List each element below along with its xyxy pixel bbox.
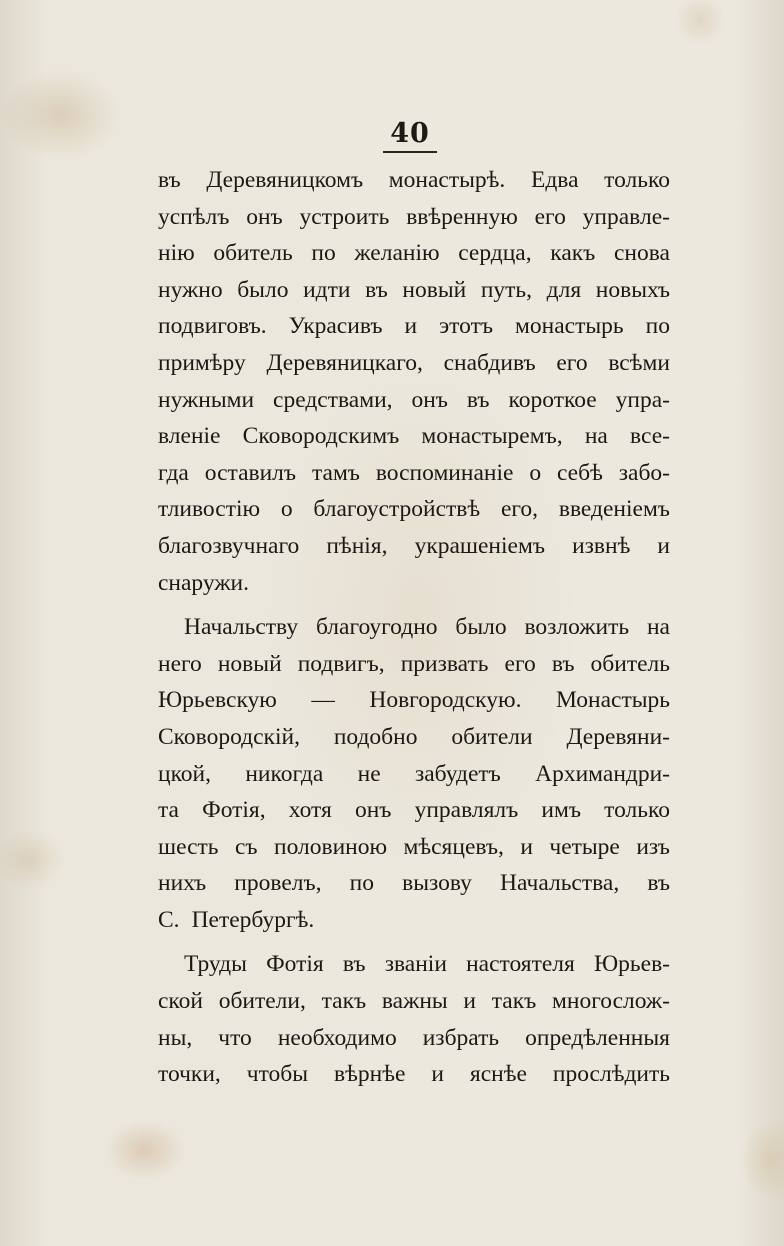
text-line xyxy=(158,829,670,866)
word: Едва xyxy=(530,167,579,193)
word: въ xyxy=(342,951,366,978)
word: имъ xyxy=(541,797,582,824)
word: было xyxy=(237,276,289,303)
word: мѣсяцевъ, xyxy=(403,833,504,860)
text-line xyxy=(158,792,670,829)
body-text xyxy=(158,162,670,1093)
text-line xyxy=(158,455,670,492)
word: обитель xyxy=(213,240,293,267)
word: какъ xyxy=(550,240,596,267)
word: прослѣдить xyxy=(552,1061,670,1088)
word: пѣнія, xyxy=(326,532,388,559)
word: избрать xyxy=(422,1024,500,1051)
text-line xyxy=(158,865,670,902)
word: обители, xyxy=(218,988,306,1015)
text-line xyxy=(158,719,670,756)
word: Сковородскимъ xyxy=(242,423,400,450)
word: снаружи. xyxy=(158,569,250,596)
word: въ xyxy=(365,276,388,303)
word: въ xyxy=(466,386,490,413)
word: по xyxy=(311,240,336,267)
text-line xyxy=(158,308,670,345)
word: изъ xyxy=(636,833,670,860)
word: провелъ, xyxy=(234,870,322,897)
word: призвать xyxy=(400,650,489,677)
word: извнѣ xyxy=(572,532,631,559)
text-line xyxy=(158,1020,670,1057)
text-line xyxy=(158,162,670,199)
word: многослож- xyxy=(552,988,670,1015)
word: онъ xyxy=(246,203,283,230)
word: чтобы xyxy=(246,1061,309,1088)
word: онъ xyxy=(354,797,392,824)
word: только xyxy=(604,167,670,193)
text-line xyxy=(158,345,670,382)
word: на xyxy=(584,423,608,450)
word: возложить xyxy=(524,614,630,641)
word: Начальства, xyxy=(500,870,620,897)
text-line xyxy=(158,646,670,683)
word: подобно xyxy=(333,723,418,750)
word: ской xyxy=(158,988,203,1015)
word: шесть xyxy=(158,833,219,860)
word: Петербургѣ. xyxy=(191,906,315,933)
word: короткое xyxy=(508,386,597,413)
word: обители xyxy=(451,723,533,750)
word: подвиговъ. xyxy=(158,313,267,340)
word: управлялъ xyxy=(414,797,519,824)
text-line xyxy=(158,983,670,1020)
word: Труды xyxy=(184,951,247,978)
word: Деревяни- xyxy=(566,723,670,750)
word: о xyxy=(280,496,293,523)
word: монастырѣ. xyxy=(388,167,506,193)
text-line xyxy=(158,272,670,309)
text-line xyxy=(158,382,670,419)
word: тамъ xyxy=(311,459,360,486)
word: примѣру xyxy=(158,349,246,376)
text-line xyxy=(158,609,670,646)
text-line xyxy=(158,946,670,983)
word: устроить xyxy=(299,203,390,230)
text-line xyxy=(158,902,670,939)
word: важны xyxy=(381,988,448,1015)
word: и xyxy=(431,1061,444,1088)
word: монастыремъ, xyxy=(421,423,563,450)
word: Фотія, xyxy=(202,797,266,824)
word: желанію xyxy=(354,240,440,267)
word: Архимандри- xyxy=(535,760,670,787)
word: всѣми xyxy=(608,349,670,376)
word: путь, xyxy=(480,276,533,303)
word: не xyxy=(357,760,381,787)
word: все- xyxy=(630,423,670,450)
word: этотъ xyxy=(439,313,494,340)
text-line xyxy=(158,565,670,602)
word: о xyxy=(529,459,542,486)
word: настоятеля xyxy=(466,951,575,978)
text-line xyxy=(158,235,670,272)
word: необходимо xyxy=(277,1024,397,1051)
word: только xyxy=(604,797,670,824)
word: никогда xyxy=(245,760,324,787)
word: званіи xyxy=(384,951,447,978)
word: его xyxy=(534,203,566,230)
text-line xyxy=(158,199,670,236)
word: для xyxy=(546,276,582,303)
word: по xyxy=(349,870,374,897)
word: Начальству xyxy=(184,614,299,641)
word: подвигъ, xyxy=(297,650,385,677)
text-line xyxy=(158,418,670,455)
word: половиною xyxy=(274,833,388,860)
word: обитель xyxy=(590,650,670,677)
word: нію xyxy=(158,240,195,267)
paragraph-gap xyxy=(158,601,670,609)
word: благозвучнаго xyxy=(158,532,300,559)
word: Юрьевскую xyxy=(158,687,277,714)
word: упра- xyxy=(615,386,670,413)
word: новый xyxy=(402,276,467,303)
word: его xyxy=(504,650,536,677)
word: цкой, xyxy=(158,760,212,787)
word: воспоминаніе xyxy=(375,459,514,486)
word: Деревяницкаго, xyxy=(266,349,423,376)
word: Деревяницкомъ xyxy=(206,167,364,193)
word: и xyxy=(657,532,670,559)
word: — xyxy=(311,687,335,714)
word: Фотія xyxy=(266,951,324,978)
word: вленіе xyxy=(158,423,221,450)
word: нужно xyxy=(158,276,223,303)
word: и xyxy=(520,833,533,860)
word: его, xyxy=(500,496,539,523)
word: и xyxy=(404,313,418,340)
word: хотя xyxy=(288,797,332,824)
word: благоугодно xyxy=(315,614,438,641)
word: идти xyxy=(303,276,351,303)
word: такъ xyxy=(321,988,367,1015)
word: забо- xyxy=(618,459,670,486)
word: себѣ xyxy=(556,459,603,486)
word: по xyxy=(645,313,670,340)
word: и xyxy=(463,988,476,1015)
word: что xyxy=(218,1024,252,1051)
word: снабдивъ xyxy=(443,349,536,376)
word: ны, xyxy=(158,1024,193,1051)
word: такъ xyxy=(491,988,537,1015)
word: монастырь xyxy=(515,313,624,340)
word: въ xyxy=(158,167,181,193)
word: украшеніемъ xyxy=(414,532,545,559)
word: введеніемъ xyxy=(558,496,670,523)
word: благоустройствѣ xyxy=(313,496,481,523)
word: Новгородскую. xyxy=(369,687,522,714)
text-line xyxy=(158,682,670,719)
text-line xyxy=(158,1056,670,1093)
word: С. xyxy=(158,906,180,933)
word: сердца, xyxy=(458,240,532,267)
word: вызову xyxy=(402,870,472,897)
page-number: 40 xyxy=(390,118,430,149)
text-line xyxy=(158,756,670,793)
word: новый xyxy=(217,650,282,677)
word: на xyxy=(646,614,670,641)
text-line xyxy=(158,491,670,528)
text-line xyxy=(158,528,670,565)
word: въ xyxy=(551,650,575,677)
word: яснѣе xyxy=(469,1061,527,1088)
word: съ xyxy=(234,833,258,860)
word: та xyxy=(158,797,179,824)
page-number-rule xyxy=(383,151,437,153)
word: него xyxy=(158,650,202,677)
word: нихъ xyxy=(158,870,207,897)
word: его xyxy=(556,349,588,376)
word: ввѣренную xyxy=(406,203,518,230)
word: вѣрнѣе xyxy=(334,1061,406,1088)
word: забудетъ xyxy=(414,760,501,787)
word: въ xyxy=(647,870,670,897)
word: нужными xyxy=(158,386,255,413)
word: снова xyxy=(613,240,670,267)
word: гда xyxy=(158,459,189,486)
word: Сковородскій, xyxy=(158,723,300,750)
word: опредѣленныя xyxy=(525,1024,670,1051)
word: новыхъ xyxy=(595,276,670,303)
word: успѣлъ xyxy=(158,203,230,230)
word: оставилъ xyxy=(204,459,297,486)
word: было xyxy=(455,614,507,641)
word: точки, xyxy=(158,1061,221,1088)
word: тливостію xyxy=(158,496,261,523)
word: четыре xyxy=(549,833,620,860)
word: средствами, xyxy=(273,386,393,413)
word: онъ xyxy=(411,386,448,413)
word: Монастырь xyxy=(555,687,670,714)
paragraph-gap xyxy=(158,938,670,946)
word: управле- xyxy=(582,203,670,230)
word: Украсивъ xyxy=(288,313,383,340)
word: Юрьев- xyxy=(594,951,670,978)
